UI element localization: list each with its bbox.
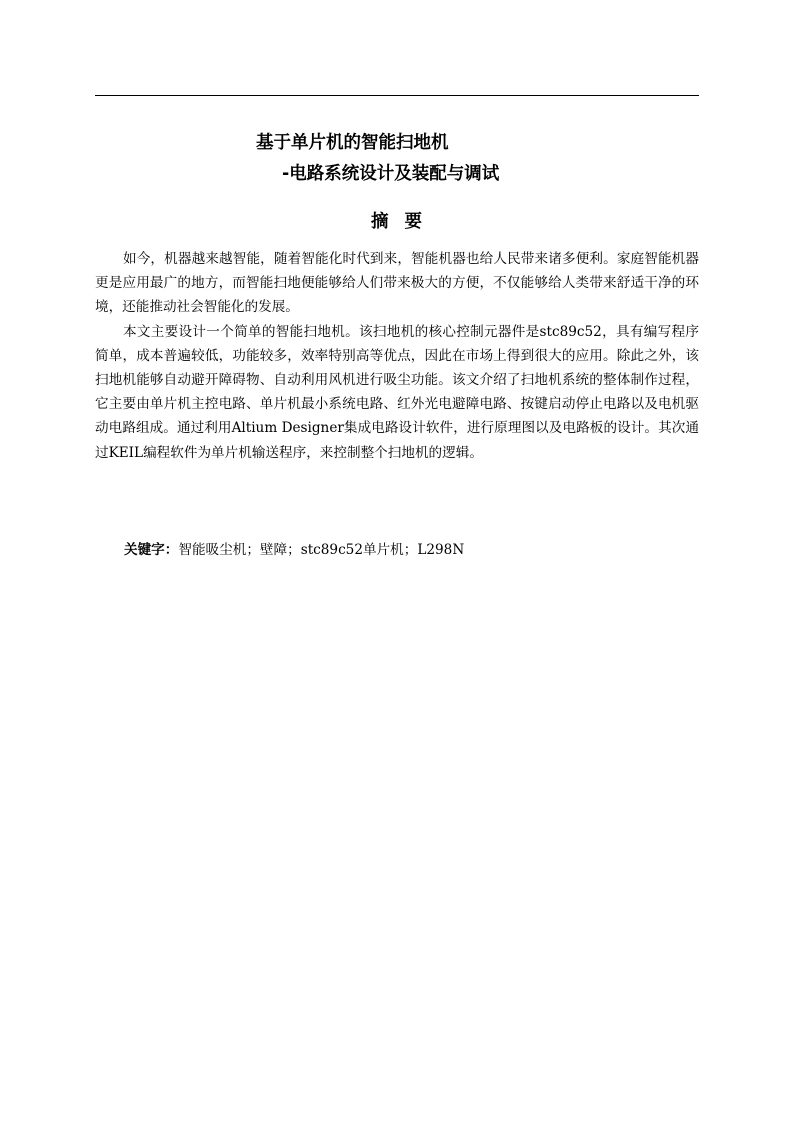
- keywords-value: 智能吸尘机；壁障；stc89c52单片机；L298N: [178, 542, 465, 558]
- abstract-paragraph-1: 如今，机器越来越智能，随着智能化时代到来，智能机器也给人民带来诸多便利。家庭智能机器更是应用最广的地方，而智能扫地便能够给人们带来极大的方便，不仅能够给人类带来舒适干净的环境，还能推动社会智能化的发展。: [95, 251, 699, 316]
- abstract-heading: 摘要: [371, 212, 438, 232]
- abstract-paragraph-2: 本文主要设计一个简单的智能扫地机。该扫地机的核心控制元器件是stc89c52，具有编写程序简单，成本普遍较低，功能较多，效率特别高等优点，因此在市场上得到很大的应用。除此之外，该扫地机能够自动避开障碍物、自动利用风机进行吸尘功能。该文介绍了扫地机系统的整体制作过程，它主要由单片机主控电路、单片机最小系统电路、红外光电避障电路、按键启动停止电路以及电机驱动电路组成。通过利用Altium Designer集成电路设计软件，进行原理图以及电路板的设计。其次通过KEIL编程软件为单片机输送程序，来控制整个扫地机的逻辑。: [95, 323, 699, 461]
- header-rule: [95, 95, 699, 96]
- abstract-body: [95, 247, 699, 465]
- keywords-label: 关键字：: [124, 542, 179, 558]
- page-title: 基于单片机的智能扫地机: [256, 133, 449, 153]
- keywords-line: [124, 538, 464, 562]
- page-subtitle: -电路系统设计及装配与调试: [282, 164, 500, 184]
